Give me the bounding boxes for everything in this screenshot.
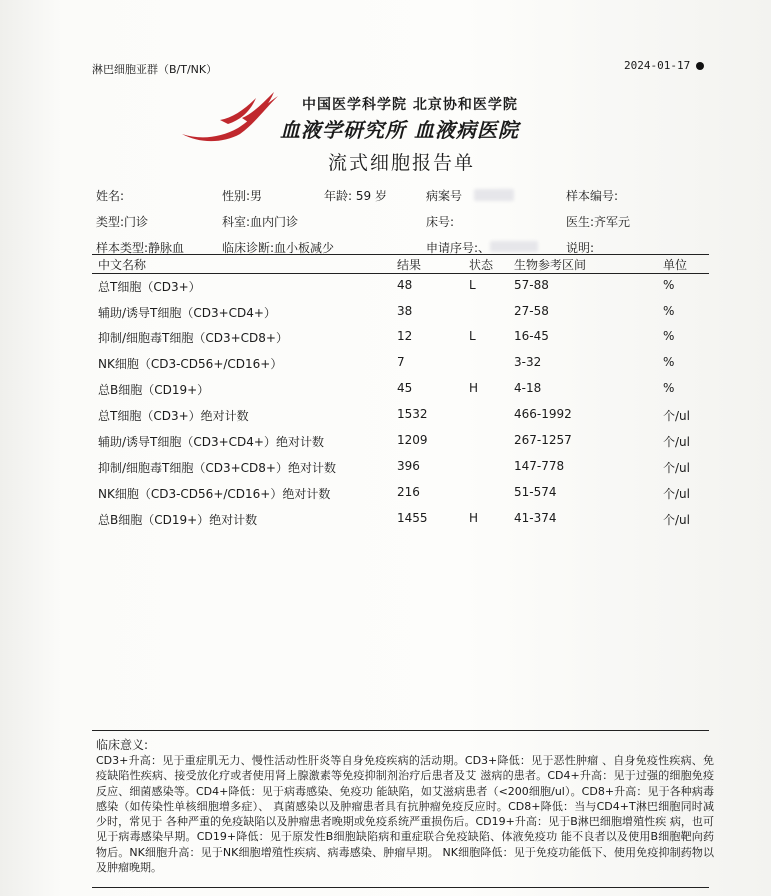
table-row — [0, 329, 771, 353]
cell-name: 总T细胞（CD3+）绝对计数 — [98, 409, 249, 423]
cell-name: 总B细胞（CD19+）绝对计数 — [98, 513, 258, 527]
clinical-title: 临床意义: — [96, 738, 149, 752]
table-row — [0, 381, 771, 405]
cell-result: 216 — [397, 485, 420, 499]
cell-name: 辅助/诱导T细胞（CD3+CD4+）绝对计数 — [98, 435, 324, 449]
note-label: 说明: — [566, 241, 595, 255]
table-row — [0, 407, 771, 431]
cell-name: NK细胞（CD3-CD56+/CD16+） — [98, 357, 283, 371]
cell-name: NK细胞（CD3-CD56+/CD16+）绝对计数 — [98, 487, 331, 501]
header-range: 生物参考区间 — [514, 258, 587, 272]
header-unit: 单位 — [663, 258, 688, 272]
table-header — [0, 256, 771, 280]
cell-name: 总T细胞（CD3+） — [98, 280, 201, 294]
bed-label: 床号: — [426, 215, 455, 229]
header-result: 结果 — [397, 258, 422, 272]
cell-range: 3-32 — [514, 355, 542, 369]
cell-unit: % — [663, 329, 675, 343]
header-name: 中文名称 — [98, 258, 147, 272]
type-field — [96, 213, 148, 230]
cell-name: 辅助/诱导T细胞（CD3+CD4+） — [98, 306, 276, 320]
footer-divider — [92, 887, 709, 888]
doctor-value: 齐军元 — [594, 215, 631, 229]
hospital-logo-icon — [180, 88, 280, 144]
dept-field — [222, 213, 298, 230]
hospital-name-line1: 中国医学科学院 北京协和医学院 — [302, 97, 518, 113]
redacted-request-no — [490, 241, 538, 252]
type-value: 门诊 — [124, 215, 149, 229]
cell-unit: % — [663, 278, 675, 292]
cell-range: 27-58 — [514, 304, 549, 318]
sample-type-label: 样本类型: — [96, 241, 149, 255]
cell-range: 147-778 — [514, 459, 565, 473]
cell-result: 38 — [397, 304, 413, 318]
cell-status: H — [469, 511, 479, 525]
case-no-label: 病案号 — [426, 189, 463, 203]
gender-label: 性别: — [222, 189, 251, 203]
cell-range: 57-88 — [514, 278, 549, 292]
cell-unit: 个/ul — [663, 513, 690, 527]
redacted-case-no — [474, 189, 514, 201]
cell-status: L — [469, 278, 476, 292]
hospital-name-line2: 血液学研究所 血液病医院 — [280, 118, 519, 142]
diagnosis-value: 血小板减少 — [274, 241, 335, 255]
cell-result: 396 — [397, 459, 420, 473]
table-row — [0, 355, 771, 379]
doctor-field — [566, 213, 630, 230]
cell-result: 12 — [397, 329, 413, 343]
cell-name: 抑制/细胞毒T细胞（CD3+CD8+）绝对计数 — [98, 461, 336, 475]
cell-unit: % — [663, 381, 675, 395]
cell-range: 4-18 — [514, 381, 542, 395]
table-row — [0, 459, 771, 483]
cell-result: 45 — [397, 381, 413, 395]
table-row — [0, 485, 771, 509]
type-label: 类型: — [96, 215, 125, 229]
cell-name: 总B细胞（CD19+） — [98, 383, 210, 397]
cell-status: H — [469, 381, 479, 395]
table-row — [0, 278, 771, 302]
cell-unit: 个/ul — [663, 409, 690, 423]
cell-unit: 个/ul — [663, 487, 690, 501]
dept-label: 科室: — [222, 215, 251, 229]
age-label: 年龄: — [324, 189, 353, 203]
cell-range: 41-374 — [514, 511, 557, 525]
table-top-divider — [92, 254, 709, 255]
name-label: 姓名: — [96, 189, 125, 203]
dot-icon — [696, 62, 704, 70]
cell-range: 16-45 — [514, 329, 549, 343]
cell-result: 48 — [397, 278, 413, 292]
table-row — [0, 304, 771, 328]
cell-result: 1209 — [397, 433, 428, 447]
cell-unit: 个/ul — [663, 461, 690, 475]
diagnosis-label: 临床诊断: — [222, 241, 275, 255]
sample-type-value: 静脉血 — [148, 241, 185, 255]
cell-range: 466-1992 — [514, 407, 572, 421]
gender-field — [222, 187, 262, 204]
report-type: 淋巴细胞亚群（B/T/NK） — [92, 63, 218, 76]
cell-range: 267-1257 — [514, 433, 572, 447]
cell-unit: 个/ul — [663, 435, 690, 449]
cell-unit: % — [663, 304, 675, 318]
request-no-value: 、 — [478, 241, 491, 255]
table-header-divider — [92, 273, 709, 274]
report-title: 流式细胞报告单 — [328, 152, 476, 174]
table-row — [0, 511, 771, 535]
age-field — [324, 187, 387, 204]
dept-value: 血内门诊 — [250, 215, 299, 229]
gender-value: 男 — [250, 189, 263, 203]
cell-result: 7 — [397, 355, 405, 369]
cell-range: 51-574 — [514, 485, 557, 499]
age-value: 59 岁 — [355, 189, 387, 203]
cell-status: L — [469, 329, 476, 343]
table-bottom-divider — [92, 730, 709, 731]
cell-result: 1455 — [397, 511, 428, 525]
table-row — [0, 433, 771, 457]
report-date-wrap — [624, 59, 704, 72]
report-date: 2024-01-17 — [624, 59, 691, 72]
clinical-text: CD3+升高：见于重症肌无力、慢性活动性肝炎等自身免疫疾病的活动期。CD3+降低：见于恶性肿瘤 、自身免疫性疾病、免疫缺陷性疾病、接受放化疗或者使用肾上腺激素等免疫抑制剂治疗后患者及艾 滋病的患者。CD4+升高：见于过强的细胞免疫反应、细菌感染等。CD4+降低：见于病毒感染、免疫功 能缺陷，如艾滋病患者（<200细胞/ul）。CD8+升高：见于各种病毒感染（如传染性单核细胞增多症）、 真菌感染以及肿瘤患者具有抗肿瘤免疫反应时。CD8+降低：当与CD4+T淋巴细胞同时减少时，常见于 各种严重的免疫缺陷以及肿瘤患者晚期或免疫系统严重损伤后。CD19+升高：见于B淋巴细胞增殖性疾 病，也可见于病毒感染早期。CD19+降低：见于原发性B细胞缺陷病和重症联合免疫缺陷、体液免疫功 能不良者以及使用B细胞靶向药物后。NK细胞升高：见于NK细胞增殖性疾病、病毒感染、肿瘤早期。 NK细胞降低：见于免疫功能低下、使用免疫抑制药物以及肿瘤晚期。 — [96, 754, 714, 875]
sample-no-label: 样本编号: — [566, 189, 619, 203]
request-no-label: 申请序号: — [426, 241, 479, 255]
cell-name: 抑制/细胞毒T细胞（CD3+CD8+） — [98, 331, 288, 345]
doctor-label: 医生: — [566, 215, 595, 229]
cell-unit: % — [663, 355, 675, 369]
header-status: 状态 — [469, 258, 494, 272]
cell-result: 1532 — [397, 407, 428, 421]
